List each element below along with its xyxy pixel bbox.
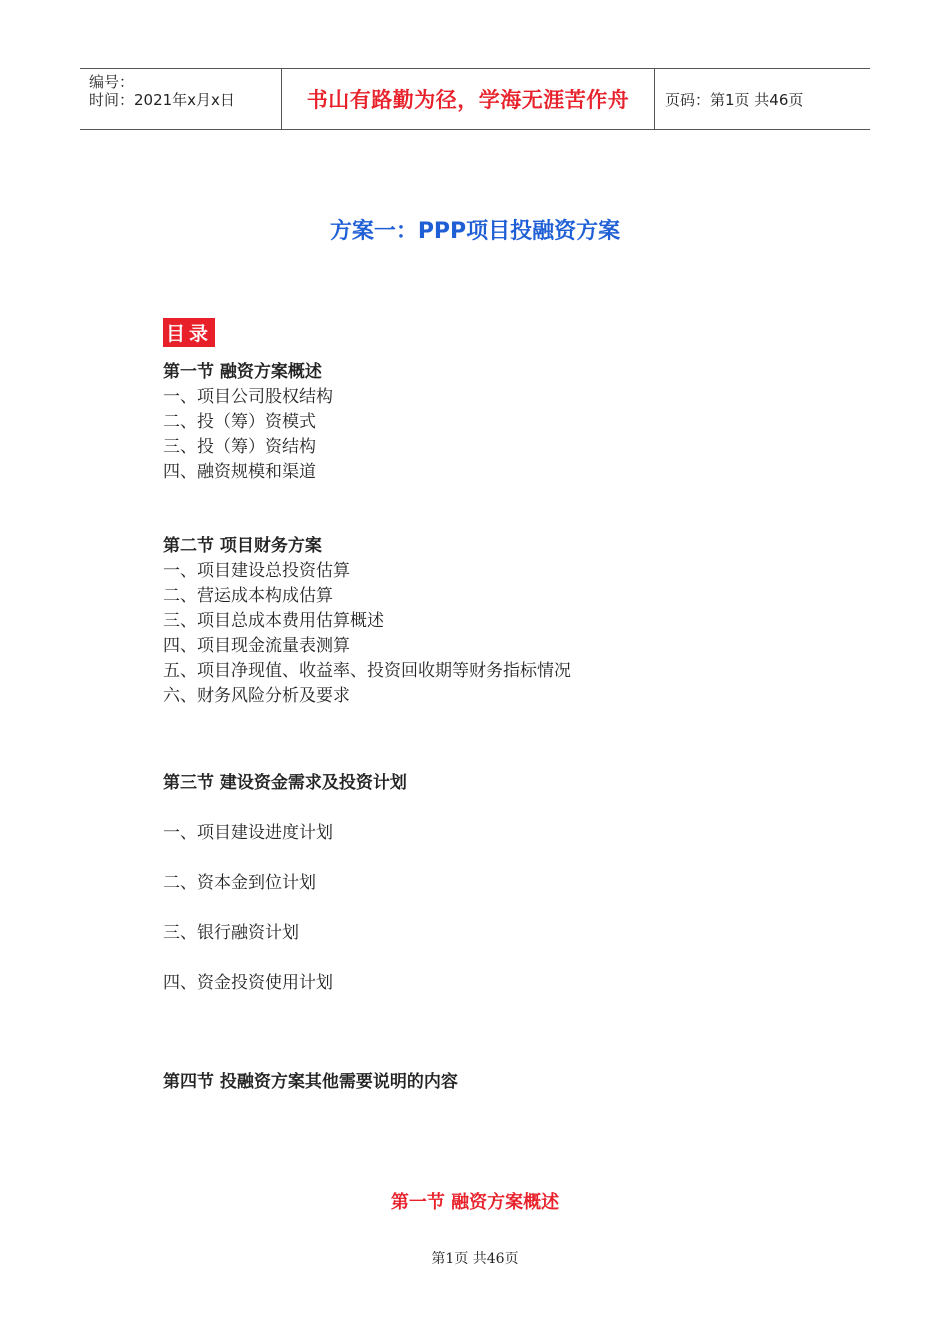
header-left-cell [80,69,282,129]
toc-label: 目录 [163,318,215,347]
toc-section-heading[interactable]: 第一节 融资方案概述 [163,362,322,382]
header-right-cell [655,69,870,129]
toc-item[interactable]: 一、项目建设总投资估算 [163,561,350,581]
toc-section-heading[interactable]: 第二节 项目财务方案 [163,536,322,556]
header-page-info: 页码：第1页 共46页 [665,90,804,109]
toc-item[interactable]: 二、资本金到位计划 [163,873,316,893]
toc-item[interactable]: 二、投（筹）资模式 [163,412,316,432]
toc-section-heading[interactable]: 第三节 建设资金需求及投资计划 [163,773,407,793]
toc-item[interactable]: 四、资金投资使用计划 [163,973,333,993]
toc-item[interactable]: 三、银行融资计划 [163,923,299,943]
toc-item[interactable]: 四、项目现金流量表测算 [163,636,350,656]
toc-item[interactable]: 一、项目公司股权结构 [163,387,333,407]
section-heading: 第一节 融资方案概述 [390,1192,560,1213]
document-title: 方案一：PPP项目投融资方案 [329,219,621,244]
toc-item[interactable]: 四、融资规模和渠道 [163,462,316,482]
toc-item[interactable]: 三、项目总成本费用估算概述 [163,611,384,631]
toc-item[interactable]: 三、投（筹）资结构 [163,437,316,457]
document-date: 时间：2021年x月x日 [89,91,235,109]
page-header-table [80,68,870,130]
page-footer: 第1页 共46页 [431,1251,519,1267]
toc-item[interactable]: 五、项目净现值、收益率、投资回收期等财务指标情况 [163,661,571,681]
toc-item[interactable]: 六、财务风险分析及要求 [163,686,350,706]
toc-item[interactable]: 二、营运成本构成估算 [163,586,333,606]
document-number-label: 编号： [89,73,135,91]
header-middle-cell [282,69,655,129]
toc-item[interactable]: 一、项目建设进度计划 [163,823,333,843]
header-motto: 书山有路勤为径，学海无涯苦作舟 [306,87,630,112]
toc-section-heading[interactable]: 第四节 投融资方案其他需要说明的内容 [163,1072,458,1092]
